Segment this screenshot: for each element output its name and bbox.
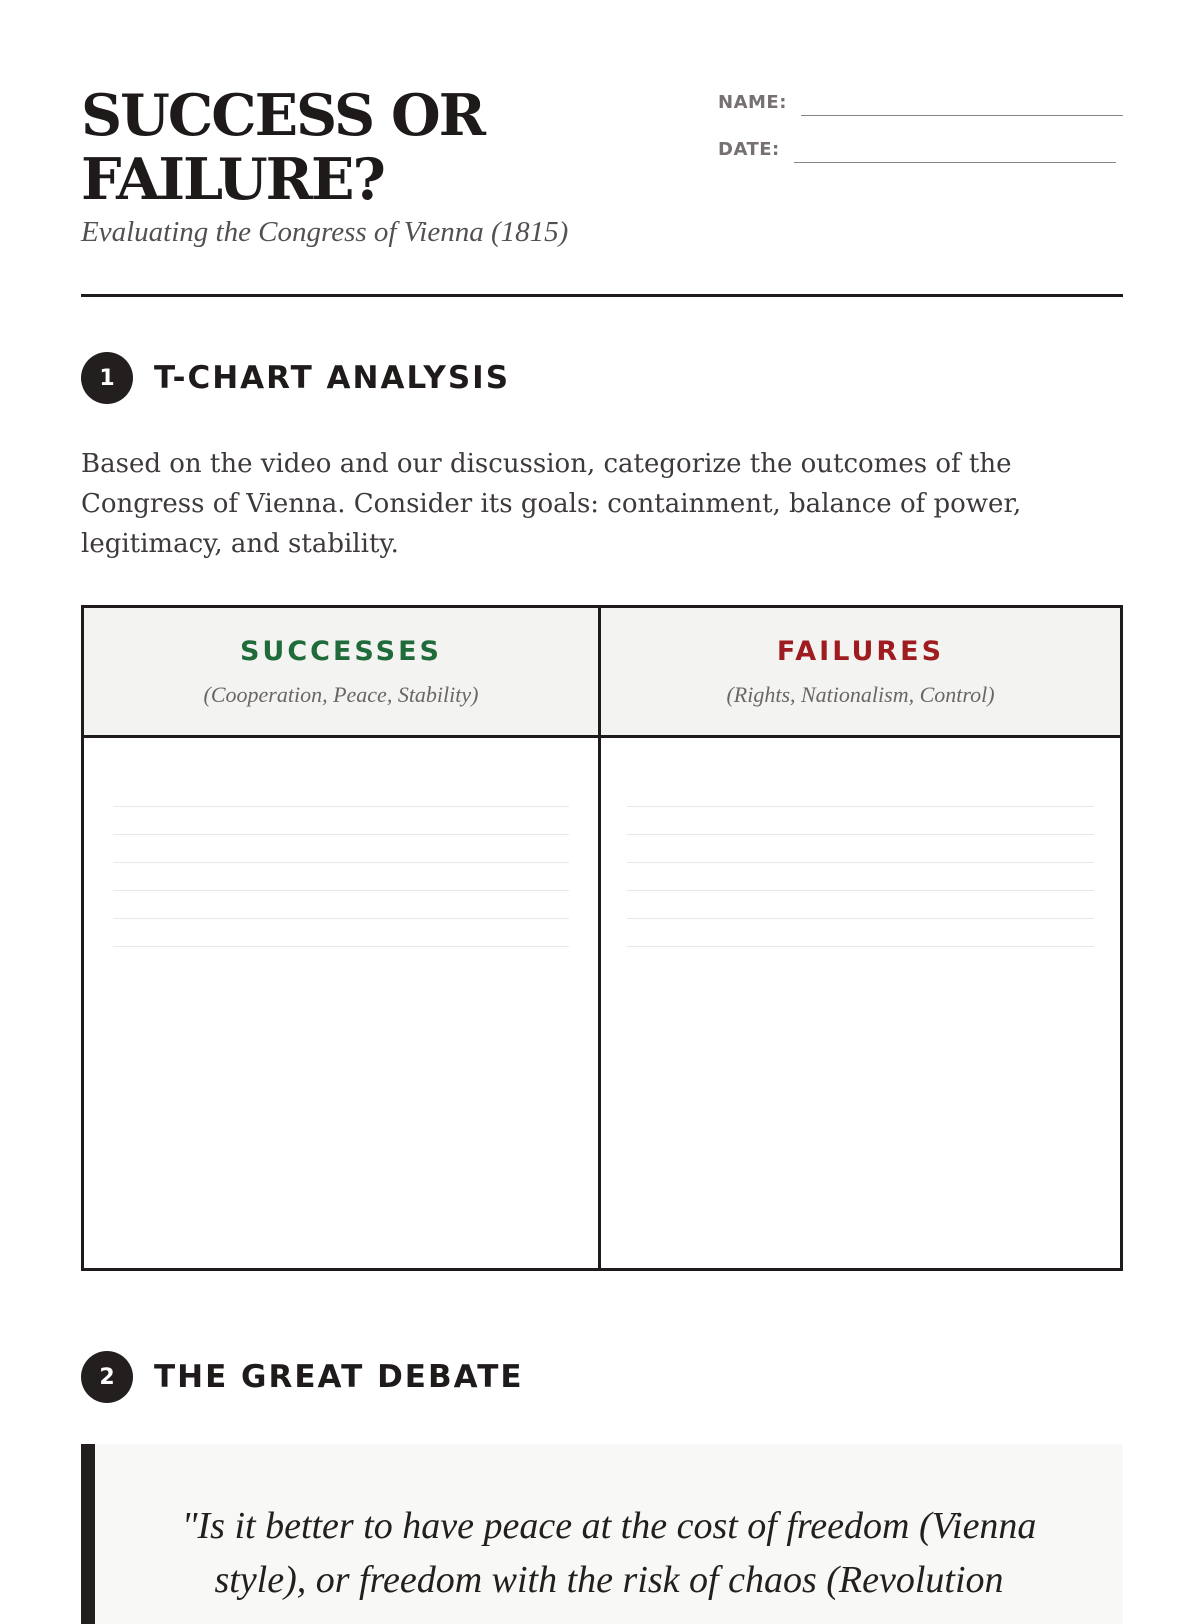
name-label: NAME: [718, 92, 787, 113]
section-number-badge: 1 [81, 352, 133, 404]
writing-line [627, 806, 1094, 807]
name-field[interactable] [801, 115, 1123, 116]
date-field[interactable] [794, 162, 1116, 163]
worksheet-header [81, 84, 1123, 294]
failures-writing-area[interactable] [601, 738, 1120, 1268]
date-label: DATE: [718, 139, 780, 160]
failures-subtitle: (Rights, Nationalism, Control) [726, 682, 995, 707]
writing-line [113, 862, 569, 863]
successes-writing-area[interactable] [84, 738, 601, 1268]
writing-line [627, 890, 1094, 891]
t-chart-header [84, 608, 1120, 738]
section-heading-debate [81, 1351, 524, 1403]
successes-header [84, 608, 601, 735]
section-heading-tchart [81, 352, 510, 404]
writing-line [113, 946, 569, 947]
section-title: THE GREAT DEBATE [154, 1359, 524, 1395]
name-field-row [718, 84, 1123, 114]
successes-title: SUCCESSES [239, 636, 442, 667]
page-subtitle: Evaluating the Congress of Vienna (1815) [81, 216, 569, 248]
page-title: SUCCESS OR FAILURE? [81, 82, 484, 213]
writing-line [113, 806, 569, 807]
failures-title: FAILURES [776, 636, 945, 667]
date-field-row [718, 131, 1116, 161]
writing-line [113, 890, 569, 891]
writing-line [627, 918, 1094, 919]
t-chart-body [84, 738, 1120, 1268]
writing-line [113, 918, 569, 919]
section-title: T-CHART ANALYSIS [154, 360, 511, 396]
writing-line [627, 946, 1094, 947]
failures-header [601, 608, 1120, 735]
writing-line [113, 834, 569, 835]
instructions-text: Based on the video and our discussion, categorize the outcomes of the Congress of Vienna. Consider its goals: containment, balance of power, legitimacy, and stability. [81, 449, 1022, 559]
writing-line [627, 862, 1094, 863]
debate-quote: "Is it better to have peace at the cost of freedom (Vienna style), or freedom with the risk of chaos (Revolution [181, 1505, 1037, 1601]
successes-subtitle: (Cooperation, Peace, Stability) [203, 682, 479, 707]
header-divider [81, 294, 1123, 297]
section-number-badge: 2 [81, 1351, 133, 1403]
writing-line [627, 834, 1094, 835]
t-chart [81, 605, 1123, 1271]
debate-quote-box [81, 1444, 1123, 1624]
